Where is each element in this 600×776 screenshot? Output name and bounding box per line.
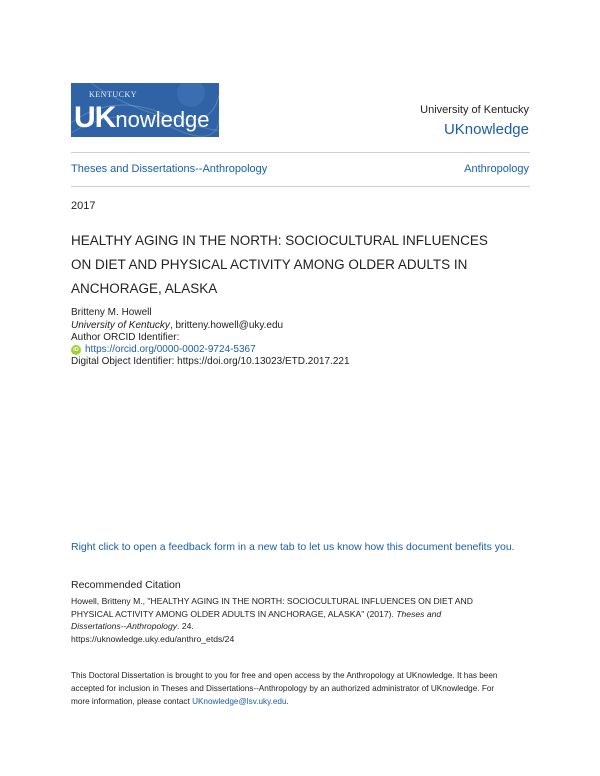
collection-link[interactable]: Theses and Dissertations--Anthropology <box>71 163 268 175</box>
affiliation: University of Kentucky <box>71 320 170 331</box>
citation-block <box>71 595 473 645</box>
doi-line: Digital Object Identifier: https://doi.org/10.13023/ETD.2017.221 <box>71 356 350 367</box>
orcid-icon: iD <box>71 345 81 355</box>
logo-uk: UK <box>74 101 116 134</box>
footer-line: accepted for inclusion in Theses and Dissertations--Anthropology by an authorized administrator of UKnowledge. For <box>71 684 495 693</box>
author-email: , britteny.howell@uky.edu <box>169 320 284 331</box>
author-name: Britteny M. Howell <box>71 307 152 318</box>
divider-bottom <box>71 186 530 187</box>
divider-top <box>71 152 530 153</box>
orcid-link[interactable]: https://orcid.org/0000-0002-9724-5367 <box>85 344 256 355</box>
footer-text: . <box>286 697 289 706</box>
citation-series: Theses and <box>396 608 442 619</box>
institution-name: University of Kentucky <box>420 104 529 116</box>
citation-heading: Recommended Citation <box>71 579 181 591</box>
title-line: ANCHORAGE, ALASKA <box>71 281 218 296</box>
author-details <box>71 320 350 368</box>
citation-url[interactable]: https://uknowledge.uky.edu/anthro_etds/24 <box>71 633 235 644</box>
title-line: HEALTHY AGING IN THE NORTH: SOCIOCULTURAL INFLUENCES <box>71 233 488 248</box>
contact-email-link[interactable]: UKnowledge@lsv.uky.edu <box>192 697 287 706</box>
document-title <box>71 229 488 301</box>
logo-nowledge: nowledge <box>115 107 210 132</box>
citation-line <box>71 608 473 621</box>
uknowledge-logo <box>71 83 219 137</box>
title-line: ON DIET AND PHYSICAL ACTIVITY AMONG OLDER ADULTS IN <box>71 257 468 272</box>
department-link[interactable]: Anthropology <box>464 163 529 175</box>
affiliation-line <box>71 320 350 332</box>
citation-text: . 24. <box>177 621 194 631</box>
citation-line <box>71 620 473 633</box>
orcid-line <box>71 344 350 356</box>
footer-line <box>71 695 497 708</box>
publication-year: 2017 <box>71 200 96 212</box>
footer-line: This Doctoral Dissertation is brought to you for free and open access by the Anthropology at UKnowledge. It has been <box>71 671 498 680</box>
logo-wordmark <box>74 101 210 135</box>
feedback-link[interactable]: Right click to open a feedback form in a new tab to let us know how this document benefits you. <box>71 541 515 553</box>
citation-line: Howell, Britteny M., "HEALTHY AGING IN THE NORTH: SOCIOCULTURAL INFLUENCES ON DIET AND <box>71 596 473 606</box>
orcid-label: Author ORCID Identifier: <box>71 332 180 343</box>
footer-text: more information, please contact <box>71 697 193 706</box>
citation-series: Dissertations--Anthropology <box>71 621 178 631</box>
footer-notice <box>71 669 497 708</box>
citation-text: PHYSICAL ACTIVITY AMONG OLDER ADULTS IN ANCHORAGE, ALASKA" (2017). <box>71 608 397 619</box>
logo-kentucky-text: KENTUCKY <box>89 90 137 99</box>
repository-link[interactable]: UKnowledge <box>443 121 529 138</box>
